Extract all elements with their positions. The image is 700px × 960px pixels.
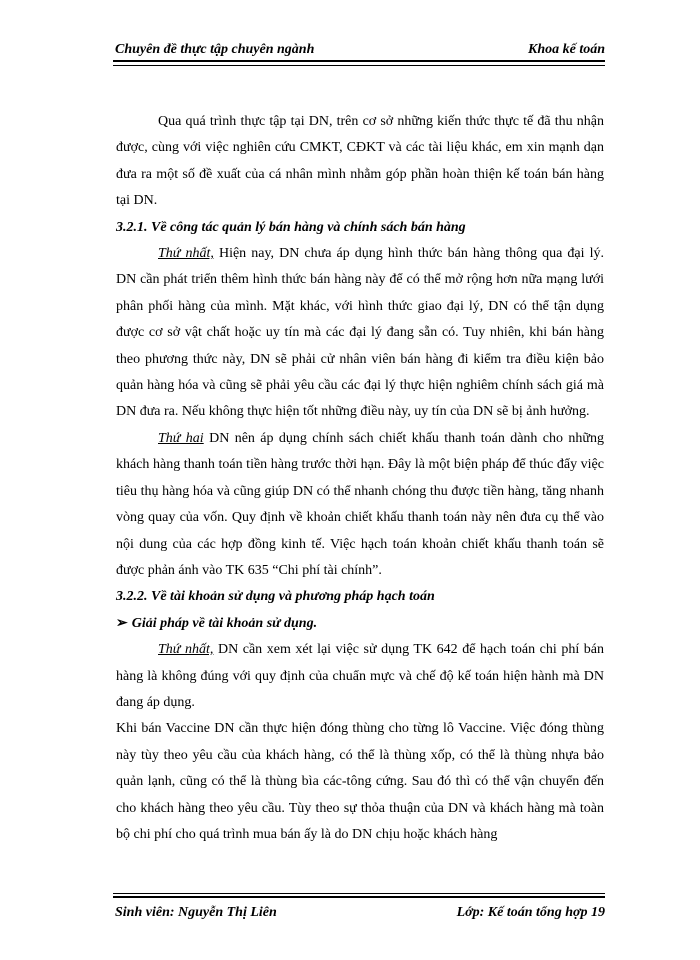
- intro-paragraph: Qua quá trình thực tập tại DN, trên cơ sở những kiến thức thực tế đã thu nhận được, cùng với việc nghiên cứu CMKT, CĐKT và các tài liệu khác, em xin mạnh dạn đưa ra một số đề xuất của cá nhân mình nhằm góp phần hoàn thiện kế toán bán hàng tại DN.: [116, 114, 604, 209]
- footer-student-name: Sinh viên: Nguyễn Thị Liên: [115, 905, 277, 920]
- paragraph-account-first: [116, 637, 604, 716]
- page-header: [113, 36, 605, 62]
- lead-second: Thứ hai: [158, 430, 204, 446]
- paragraph-text: DN cần xem xét lại việc sử dụng TK 642 để hạch toán chi phí bán hàng là không đúng với quy định của chuẩn mực và chế độ kế toán hiện hành mà DN đang áp dụng.: [116, 642, 604, 710]
- subheading-text: Giải pháp về tài khoản sử dụng.: [131, 615, 318, 631]
- header-department: Khoa kế toán: [527, 42, 605, 57]
- section-heading-3-2-2: 3.2.2. Về tài khoản sử dụng và phương pháp hạch toán: [116, 589, 435, 605]
- header-document-title: Chuyên đề thực tập chuyên ngành: [115, 42, 315, 57]
- header-rule: [113, 60, 605, 62]
- lead-first: Thứ nhất,: [158, 642, 214, 658]
- paragraph-second-point: [116, 426, 604, 584]
- header-rule-thin: [113, 65, 605, 66]
- section-heading-3-2-1: 3.2.1. Về công tác quản lý bán hàng và chính sách bán hàng: [116, 219, 466, 235]
- footer-class-name: Lớp: Kế toán tổng hợp 19: [456, 905, 605, 920]
- footer-rule: [113, 896, 605, 898]
- arrow-bullet-icon: ➢: [116, 615, 128, 631]
- paragraph-vaccine-packaging: Khi bán Vaccine DN cần thực hiện đóng thùng cho từng lô Vaccine. Việc đóng thùng này tùy theo yêu cầu của khách hàng, có thể là thùng xốp, có thể là thùng nhựa bảo quản lạnh, cũng có thể là thùng bìa các-tông cứng. Sau đó thì có thể vận chuyển đến cho khách hàng theo yêu cầu. Tùy theo sự thỏa thuận của DN và khách hàng mà toàn bộ chi phí cho quá trình mua bán ấy là do DN chịu hoặc khách hàng: [116, 721, 604, 842]
- paragraph-text: Hiện nay, DN chưa áp dụng hình thức bán hàng thông qua đại lý. DN cần phát triển thêm hình thức bán hàng này để có thể mở rộng hơn nữa mạng lưới phân phối hàng của mình. Mặt khác, với hình thức giao đại lý, DN có thể tận dụng được cơ sở vật chất hoặc uy tín mà các đại lý đang sẵn có. Tuy nhiên, khi bán hàng theo phương thức này, DN sẽ phải cử nhân viên bán hàng đi kiểm tra điều kiện bảo quản hàng hóa và cũng sẽ phải yêu cầu các đại lý thực hiện nghiêm chính sách giá mà DN đưa ra. Nếu không thực hiện tốt những điều này, uy tín của DN sẽ bị ảnh hưởng.: [116, 246, 605, 420]
- subheading-account-solution: [116, 611, 604, 637]
- paragraph-text: DN nên áp dụng chính sách chiết khấu thanh toán dành cho những khách hàng thanh toán tiền hàng trước thời hạn. Đây là một biện pháp để thúc đẩy việc tiêu thụ hàng hóa và cũng giúp DN có thể nhanh chóng thu được tiền hàng, tăng nhanh vòng quay của vốn. Quy định về khoản chiết khấu thanh toán này nên đưa cụ thể vào nội dung của các hợp đồng kinh tế. Việc hạch toán khoản chiết khấu thanh toán sẽ được phản ánh vào TK 635 “Chi phí tài chính”.: [116, 430, 604, 578]
- page-body: [116, 109, 604, 848]
- page-footer: [113, 893, 605, 923]
- lead-first: Thứ nhất,: [158, 246, 214, 262]
- footer-rule-thin: [113, 893, 605, 894]
- paragraph-first-point: [116, 241, 604, 426]
